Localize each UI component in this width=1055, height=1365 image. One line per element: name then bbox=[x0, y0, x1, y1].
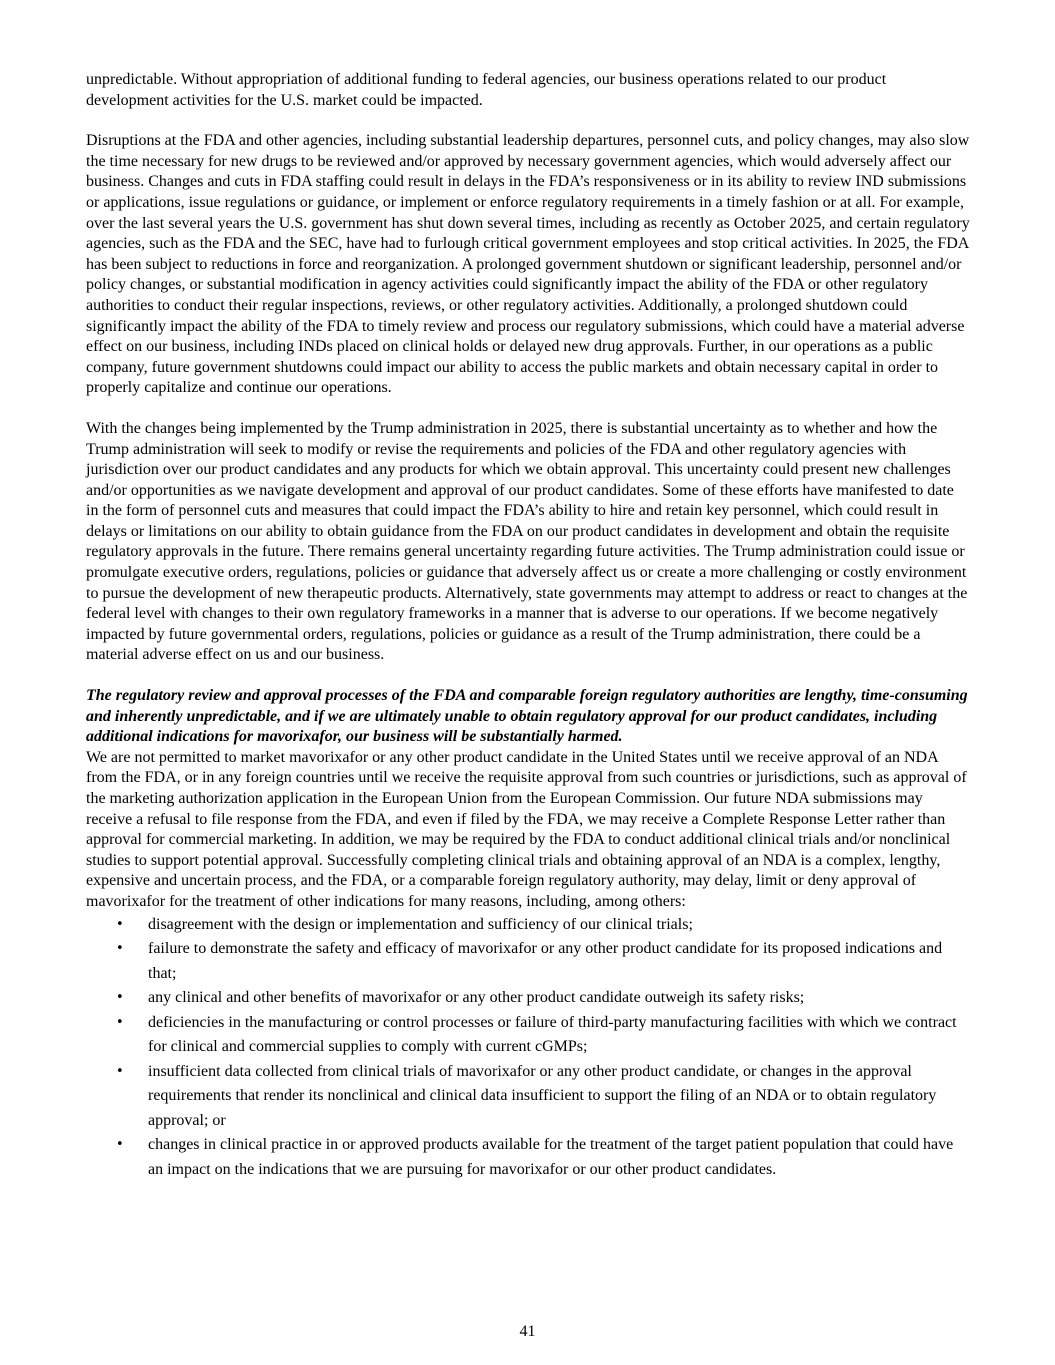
list-item bbox=[86, 937, 970, 986]
list-item bbox=[86, 986, 970, 1011]
document-body bbox=[86, 70, 970, 1182]
paragraph-trump-administration: With the changes being implemented by the Trump administration in 2025, there is substantial uncertainty as to whether and how the Trump administration will seek to modify or revise the requirements and policies of the FDA and other regulatory agencies with jurisdiction over our product candidates and any products for which we obtain approval. This uncertainty could present new challenges and/or opportunities as we navigate development and approval of our product candidates. Some of these efforts have manifested to date in the form of personnel cuts and measures that could impact the FDA’s ability to hire and retain key personnel, which could result in delays or limitations on our ability to obtain guidance from the FDA on our product candidates in development and obtain the requisite regulatory approvals in the future. There remains general uncertainty regarding future activities. The Trump administration could issue or promulgate executive orders, regulations, policies or guidance that adversely affect us or create a more challenging or costly environment to pursue the development of new therapeutic products. Alternatively, state governments may attempt to address or react to changes at the federal level with changes to their own regulatory frameworks in a manner that is adverse to our operations. If we become negatively impacted by future governmental orders, regulations, policies or guidance as a result of the Trump administration, there could be a material adverse effect on us and our business. bbox=[86, 419, 968, 664]
list-item-text: any clinical and other benefits of mavorixafor or any other product candidate outweigh its safety risks; bbox=[148, 989, 805, 1007]
list-item-text: deficiencies in the manufacturing or control processes or failure of third-party manufacturing facilities with which we contract for clinical and commercial supplies to comply with current cGMPs; bbox=[148, 1013, 957, 1056]
bullet-icon: • bbox=[116, 941, 124, 957]
risk-factor-heading: The regulatory review and approval processes of the FDA and comparable foreign regulatory authorities are lengthy, time-consuming and inherently unpredictable, and if we are ultimately unable to obtain regulatory approval for our product candidates, including additional indications for mavorixafor, our business will be substantially harmed. bbox=[86, 687, 968, 746]
list-item-text: failure to demonstrate the safety and efficacy of mavorixafor or any other product candidate for its proposed indications and that; bbox=[148, 940, 943, 982]
paragraph-nda-approval: We are not permitted to market mavorixafor or any other product candidate in the United States until we receive approval of an NDA from the FDA, or in any foreign countries until we receive the requisite approval from such countries or jurisdictions, such as approval of the marketing authorization application in the European Union from the European Commission. Our future NDA submissions may receive a refusal to file response from the FDA, and even if filed by the FDA, we may receive a Complete Response Letter rather than approval for commercial marketing. In addition, we may be required by the FDA to conduct additional clinical trials and/or nonclinical studies to support potential approval. Successfully completing clinical trials and obtaining approval of an NDA is a complex, lengthy, expensive and uncertain process, and the FDA, or a comparable foreign regulatory authority, may delay, limit or deny approval of mavorixafor for the treatment of other indications for many reasons, including, among others: bbox=[86, 748, 967, 910]
bullet-icon: • bbox=[116, 990, 124, 1006]
page-number: 41 bbox=[519, 1323, 536, 1340]
list-item bbox=[86, 913, 970, 938]
list-item bbox=[86, 1133, 970, 1182]
bullet-icon: • bbox=[116, 916, 124, 932]
list-item bbox=[86, 1011, 970, 1060]
list-item-text: insufficient data collected from clinical trials of mavorixafor or any other product candidate, or changes in the approval requirements that render its nonclinical and clinical data insufficient to support the filing of an NDA or to obtain regulatory approval; or bbox=[148, 1062, 937, 1129]
bullet-icon: • bbox=[116, 1014, 124, 1030]
bullet-icon: • bbox=[116, 1137, 124, 1153]
reasons-list bbox=[86, 913, 970, 1183]
bullet-icon: • bbox=[116, 1063, 124, 1079]
paragraph-funding: unpredictable. Without appropriation of additional funding to federal agencies, our business operations related to our product development activities for the U.S. market could be impacted. bbox=[86, 71, 887, 109]
list-item-text: disagreement with the design or implementation and sufficiency of our clinical trials; bbox=[148, 915, 693, 933]
list-item bbox=[86, 1060, 970, 1134]
list-item-text: changes in clinical practice in or approved products available for the treatment of the target patient population that could have an impact on the indications that we are pursuing for mavorixafor or our other product candidates. bbox=[148, 1136, 954, 1178]
paragraph-fda-disruptions: Disruptions at the FDA and other agencies, including substantial leadership departures, personnel cuts, and policy changes, may also slow the time necessary for new drugs to be reviewed and/or approved by necessary government agencies, which would adversely affect our business. Changes and cuts in FDA staffing could result in delays in the FDA’s responsiveness or in its ability to review IND submissions or applications, issue regulations or guidance, or implement or enforce regulatory requirements in a timely fashion or at all. For example, over the last several years the U.S. government has shut down several times, including as recently as October 2025, and certain regulatory agencies, such as the FDA and the SEC, have had to furlough critical government employees and stop critical activities. In 2025, the FDA has been subject to reductions in force and reorganization. A prolonged government shutdown or significant leadership, personnel and/or policy changes, or substantial modification in agency activities could significantly impact the ability of the FDA or other regulatory authorities to conduct their regular inspections, reviews, or other regulatory activities. Additionally, a prolonged shutdown could significantly impact the ability of the FDA to timely review and process our regulatory submissions, which could have a material adverse effect on our business, including INDs placed on clinical holds or delayed new drug approvals. Further, in our operations as a public company, future government shutdowns could impact our ability to access the public markets and obtain necessary capital in order to properly capitalize and continue our operations. bbox=[86, 132, 970, 397]
